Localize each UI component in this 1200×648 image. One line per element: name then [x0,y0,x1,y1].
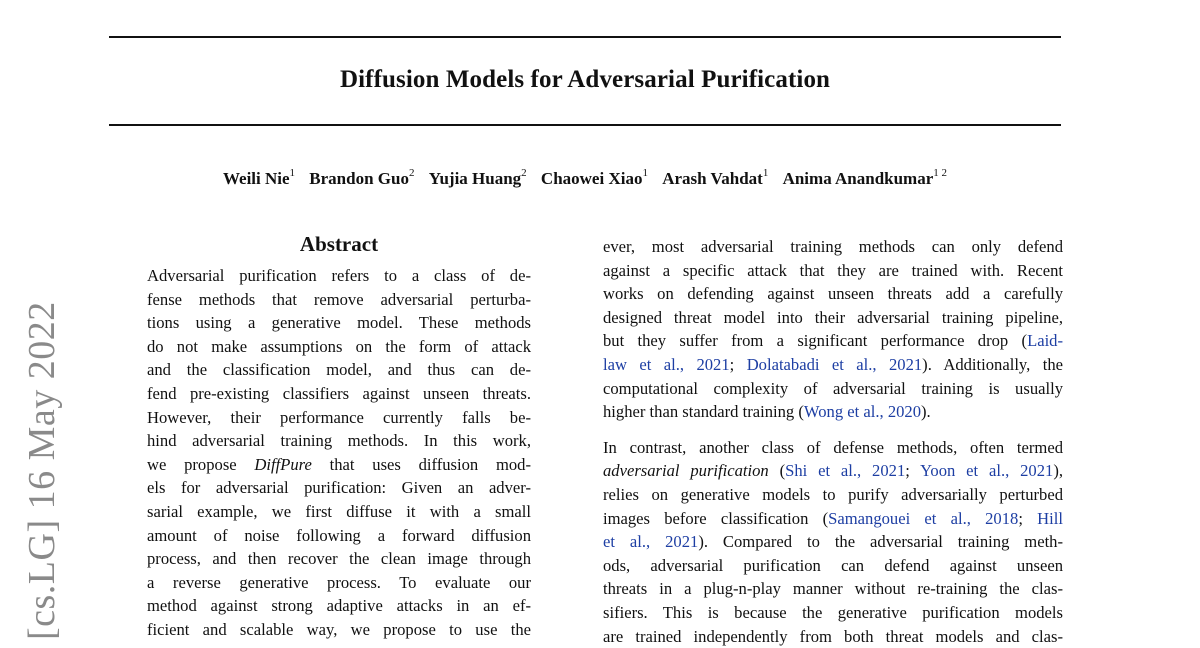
body-line: against a specific attack that they are trained with. Recent [603,260,1063,280]
citation-link[interactable]: et al., 2021 [603,532,699,552]
abstract-line: amount of noise following a forward diffusion [147,525,531,545]
intro-column [603,235,1063,648]
paper-title: Diffusion Models for Adversarial Purification [339,66,831,93]
body-line: computational complexity of adversarial training is usually [603,378,1063,398]
abstract-heading: Abstract [299,232,379,256]
citation-link[interactable]: Yoon et al., 2021 [920,461,1054,481]
author: Arash Vahdat$^1$ [662,167,769,188]
body-line: designed threat model into their adversarial training pipeline, [603,307,1063,327]
body-line: threats in a plug-n-play manner without re-training the clas- [603,579,1063,599]
title-rule-bottom [109,124,1061,126]
citation-link[interactable]: Laid- [1027,331,1063,351]
body-line: are trained independently from both threat models and clas- [603,626,1063,646]
body-line: In contrast, another class of defense methods, often termed [603,437,1063,457]
abstract-line: hind adversarial training methods. In this work, [147,431,531,451]
abstract-line: tions using a generative model. These methods [147,313,531,333]
abstract-line: do not make assumptions on the form of attack [147,336,531,356]
abstract-line: method against strong adaptive attacks in an ef- [147,596,531,616]
abstract-line: a reverse generative process. To evaluate our [147,572,531,592]
body-line: adversarial purification (Shi et al., 2021; Yoon et al., 2021), [603,461,1063,481]
body-line: law et al., 2021; Dolatabadi et al., 2021). Additionally, the [603,354,1063,374]
body-line: sifiers. This is because the generative purification models [603,602,1063,622]
abstract-line: ficient and scalable way, we propose to use the [147,619,531,639]
body-line: but they suffer from a significant performance drop (Laid- [603,331,1063,351]
body-line: relies on generative models to purify adversarially perturbed [603,484,1063,504]
author-list [0,168,1170,189]
author: Chaowei Xiao$^1$ [540,167,648,188]
term-italic: adversarial purification [603,461,769,481]
abstract-line: sarial example, we first diffuse it with a small [147,501,531,521]
citation-link[interactable]: Wong et al., 2020 [803,402,922,422]
abstract-body [147,264,531,642]
author: Weili Nie$^1$ [222,167,296,188]
citation-link[interactable]: law et al., 2021 [603,354,730,374]
citation-link[interactable]: Dolatabadi et al., 2021 [746,354,923,374]
abstract-line: fend pre-existing classifiers against unseen threats. [147,383,531,403]
abstract-line: process, and then recover the clean image through [147,549,531,569]
abstract-line: and the classification model, and thus can de- [147,360,531,380]
citation-link[interactable]: Hill [1037,508,1063,528]
method-name: DiffPure [254,454,312,474]
abstract-line: els for adversarial purification: Given an adver- [147,478,531,498]
citation-link[interactable]: Shi et al., 2021 [785,461,906,481]
author: Yujia Huang$^2$ [428,167,527,188]
abstract-line: However, their performance currently falls be- [147,407,531,427]
abstract-line: we propose DiffPure that uses diffusion mod- [147,454,531,474]
abstract-line: Adversarial purification refers to a class of de- [147,266,531,285]
citation-link[interactable]: Samangouei et al., 2018 [828,508,1019,528]
body-line: images before classification (Samangouei et al., 2018; Hill [603,508,1063,528]
author: Brandon Guo$^2$ [309,167,415,188]
body-line: ods, adversarial purification can defend against unseen [603,555,1063,575]
title-rule-top [109,36,1061,38]
body-line: et al., 2021). Compared to the adversarial training meth- [603,532,1064,552]
body-line: higher than standard training (Wong et al., 2020). [603,402,931,422]
author: Anima Anandkumar$^{1 2}$ [782,167,948,188]
arxiv-stamp: [cs.LG] 16 May 2022 [21,301,63,640]
abstract-line: fense methods that remove adversarial perturba- [147,289,531,309]
body-line: ever, most adversarial training methods can only defend [603,237,1063,256]
body-line: works on defending against unseen threats add a carefully [603,284,1063,304]
